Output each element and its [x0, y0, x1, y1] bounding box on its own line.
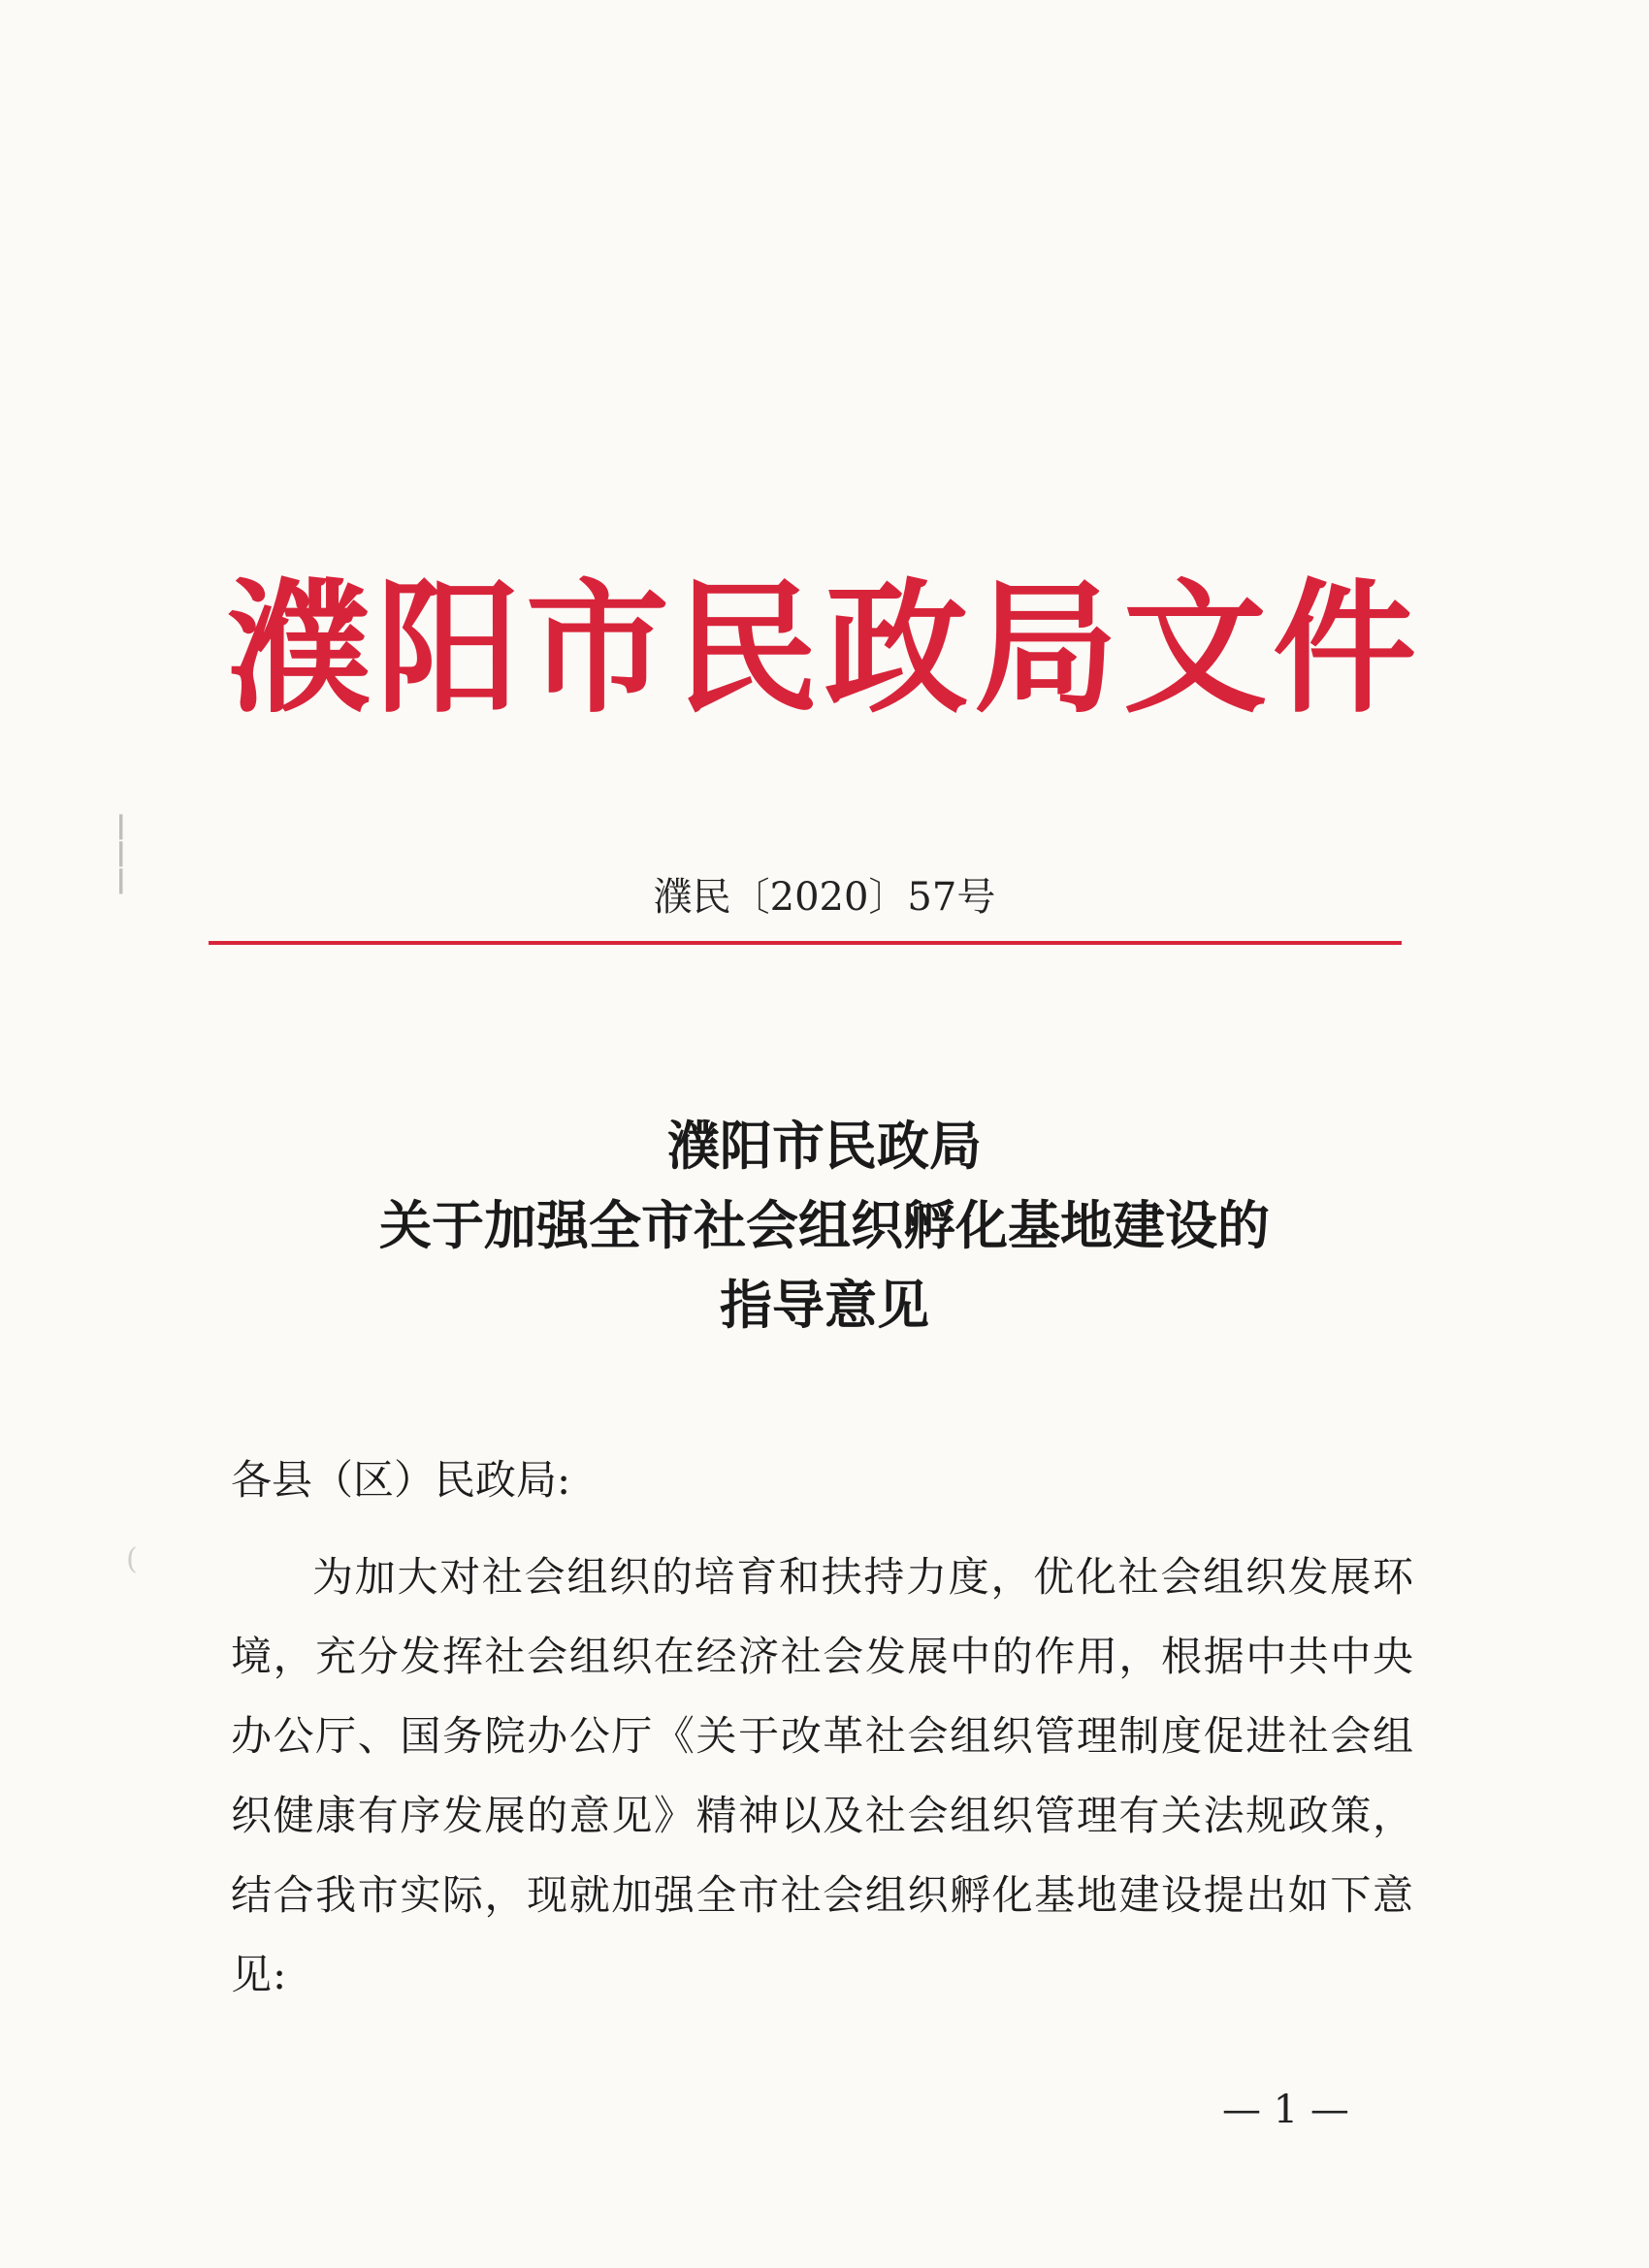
document-number: 濮民〔2020〕57号: [653, 875, 996, 920]
title-line-issuer: 濮阳市民政局: [667, 1115, 982, 1177]
title-line-type: 指导意见: [720, 1274, 929, 1336]
body-paragraph: 为加大对社会组织的培育和扶持力度，优化社会组织发展环境，充分发挥社会组织在经济社会发展中的作用，根据中共中央办公厅、国务院办公厅《关于改革社会组织管理制度促进社会组织健康有序发展的意见》精神以及社会组织管理有关法规政策，结合我市实际，现就加强全市社会组织孵化基地建设提出如下意见:: [231, 1553, 1414, 1998]
document-title: [0, 1106, 1649, 1345]
title-line-subject: 关于加强全市社会组织孵化基地建设的: [379, 1194, 1270, 1256]
red-divider-line: [209, 941, 1402, 945]
salutation: 各县（区）民政局:: [231, 1456, 571, 1504]
binding-hole-marks: ┃ ┃ ┃: [114, 816, 128, 894]
page-number: — 1 —: [1222, 2088, 1349, 2132]
binding-hole-marks: (: [126, 1542, 138, 1576]
masthead-title: 濮阳市民政局文件: [227, 566, 1422, 732]
